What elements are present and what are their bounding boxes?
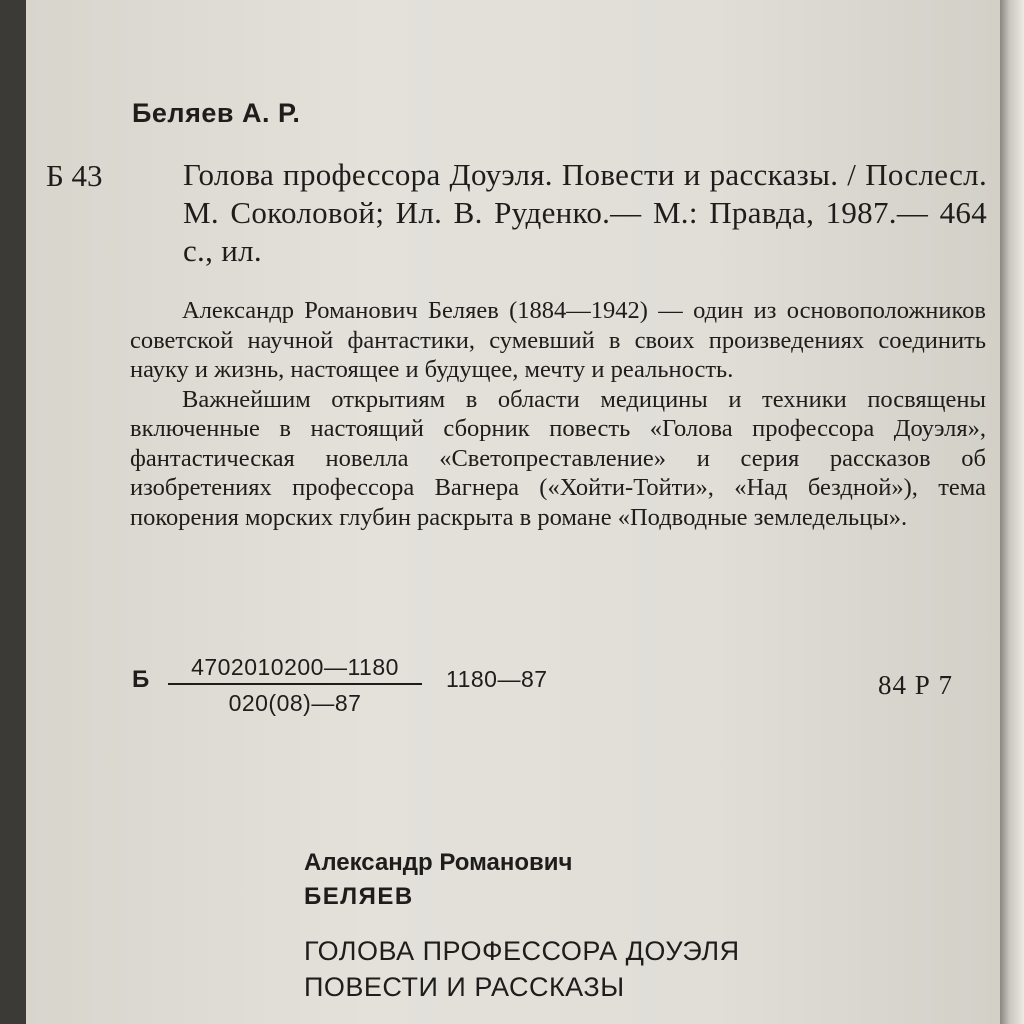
index-prefix: Б <box>132 666 150 693</box>
index-fraction <box>168 652 422 718</box>
imprint-surname: БЕЛЯЕВ <box>304 883 414 910</box>
index-numerator: 4702010200—1180 <box>191 654 399 680</box>
bbk-code: 84 Р 7 <box>878 670 954 700</box>
author-heading: Беляев А. Р. <box>132 98 301 128</box>
catalog-code: Б 43 <box>46 158 103 193</box>
imprint-title-line-1: ГОЛОВА ПРОФЕССОРА ДОУЭЛЯ <box>304 936 740 966</box>
abstract <box>130 296 986 532</box>
imprint-author <box>304 846 573 914</box>
order-code: 1180—87 <box>446 666 548 692</box>
fraction-bar <box>168 683 422 685</box>
index-codes-row <box>132 652 992 716</box>
abstract-paragraph-2: Важнейшим открытиям в области медицины и техники посвящены включенные в настоящий сборник повесть «Голова профессора Доуэля», фантастическая новелла «Светопреставление» и серия рассказов об изобретениях профессора Вагнера («Хойти-Тойти», «Над бездной»), тема покорения морских глубин раскрыта в романе «Подводные земледельцы». <box>130 385 986 531</box>
book-spine-edge <box>1000 0 1024 1024</box>
imprint-given-names: Александр Романович <box>304 849 573 876</box>
index-denominator: 020(08)—87 <box>228 690 362 716</box>
catalog-card-page <box>26 0 1000 1024</box>
imprint-title <box>304 933 740 1005</box>
bibliographic-entry: Голова профессора Доуэля. Повести и рассказы. / Послесл. М. Соколовой; Ил. В. Руденко.— М.: Правда, 1987.— 464 с., ил. <box>183 157 987 268</box>
abstract-paragraph-1: Александр Романович Беляев (1884—1942) — один из основоположников советской научной фантастики, сумевший в своих произведениях соединить науку и жизнь, настоящее и будущее, мечту и реальность. <box>130 297 986 383</box>
imprint-title-line-2: ПОВЕСТИ И РАССКАЗЫ <box>304 972 625 1002</box>
